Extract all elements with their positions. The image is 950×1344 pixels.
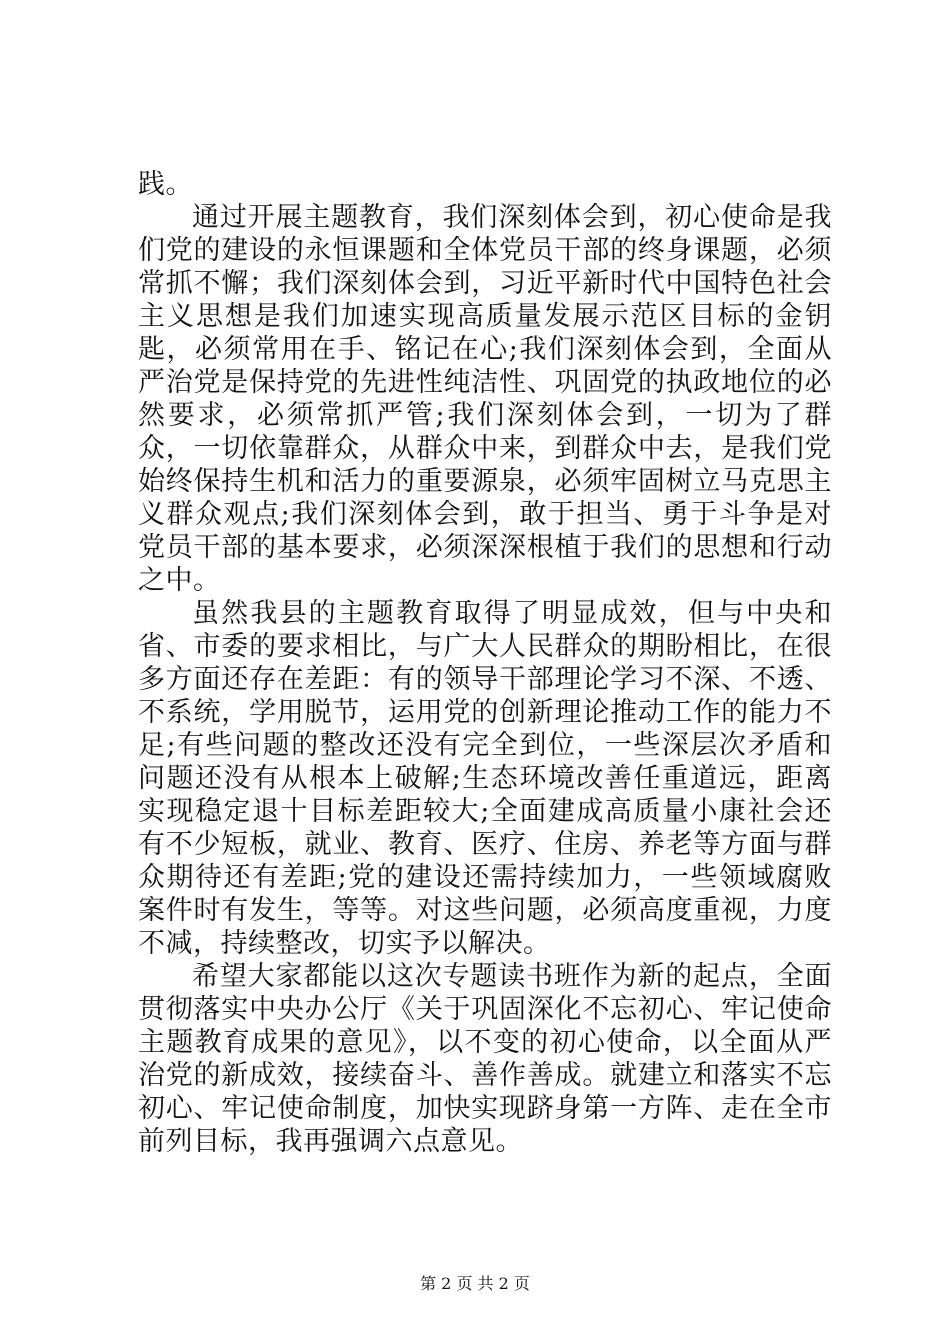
document-body bbox=[138, 168, 832, 1158]
paragraph-hope: 希望大家都能以这次专题读书班作为新的起点，全面贯彻落实中央办公厅《关于巩固深化不忘初心、牢记使命主题教育成果的意见》，以不变的初心使命，以全面从严治党的新成效，接续奋斗、善作善成。就建立和落实不忘初心、牢记使命制度，加快实现跻身第一方阵、走在全市前列目标，我再强调六点意见。 bbox=[138, 961, 832, 1157]
paragraph-shortcomings: 虽然我县的主题教育取得了明显成效，但与中央和省、市委的要求相比，与广大人民群众的期盼相比，在很多方面还存在差距：有的领导干部理论学习不深、不透、不系统，学用脱节，运用党的创新理论推动工作的能力不足;有些问题的整改还没有完全到位，一些深层次矛盾和问题还没有从根本上破解;生态环境改善任重道远，距离实现稳定退十目标差距较大;全面建成高质量小康社会还有不少短板，就业、教育、医疗、住房、养老等方面与群众期待还有差距;党的建设还需持续加力，一些领域腐败案件时有发生，等等。对这些问题，必须高度重视，力度不减，持续整改，切实予以解决。 bbox=[138, 598, 832, 959]
paragraph-continuation: 践。 bbox=[138, 169, 193, 200]
paragraph-experience: 通过开展主题教育，我们深刻体会到，初心使命是我们党的建设的永恒课题和全体党员干部的终身课题，必须常抓不懈；我们深刻体会到，习近平新时代中国特色社会主义思想是我们加速实现高质量发展示范区目标的金钥匙，必须常用在手、铭记在心;我们深刻体会到，全面从严治党是保持党的先进性纯洁性、巩固党的执政地位的必然要求，必须常抓严管;我们深刻体会到，一切为了群众，一切依靠群众，从群众中来，到群众中去，是我们党始终保持生机和活力的重要源泉，必须牢固树立马克思主义群众观点;我们深刻体会到，敢于担当、勇于斗争是对党员干部的基本要求，必须深深根植于我们的思想和行动之中。 bbox=[138, 202, 832, 596]
page-number-footer: 第 2 页 共 2 页 bbox=[420, 1274, 530, 1293]
